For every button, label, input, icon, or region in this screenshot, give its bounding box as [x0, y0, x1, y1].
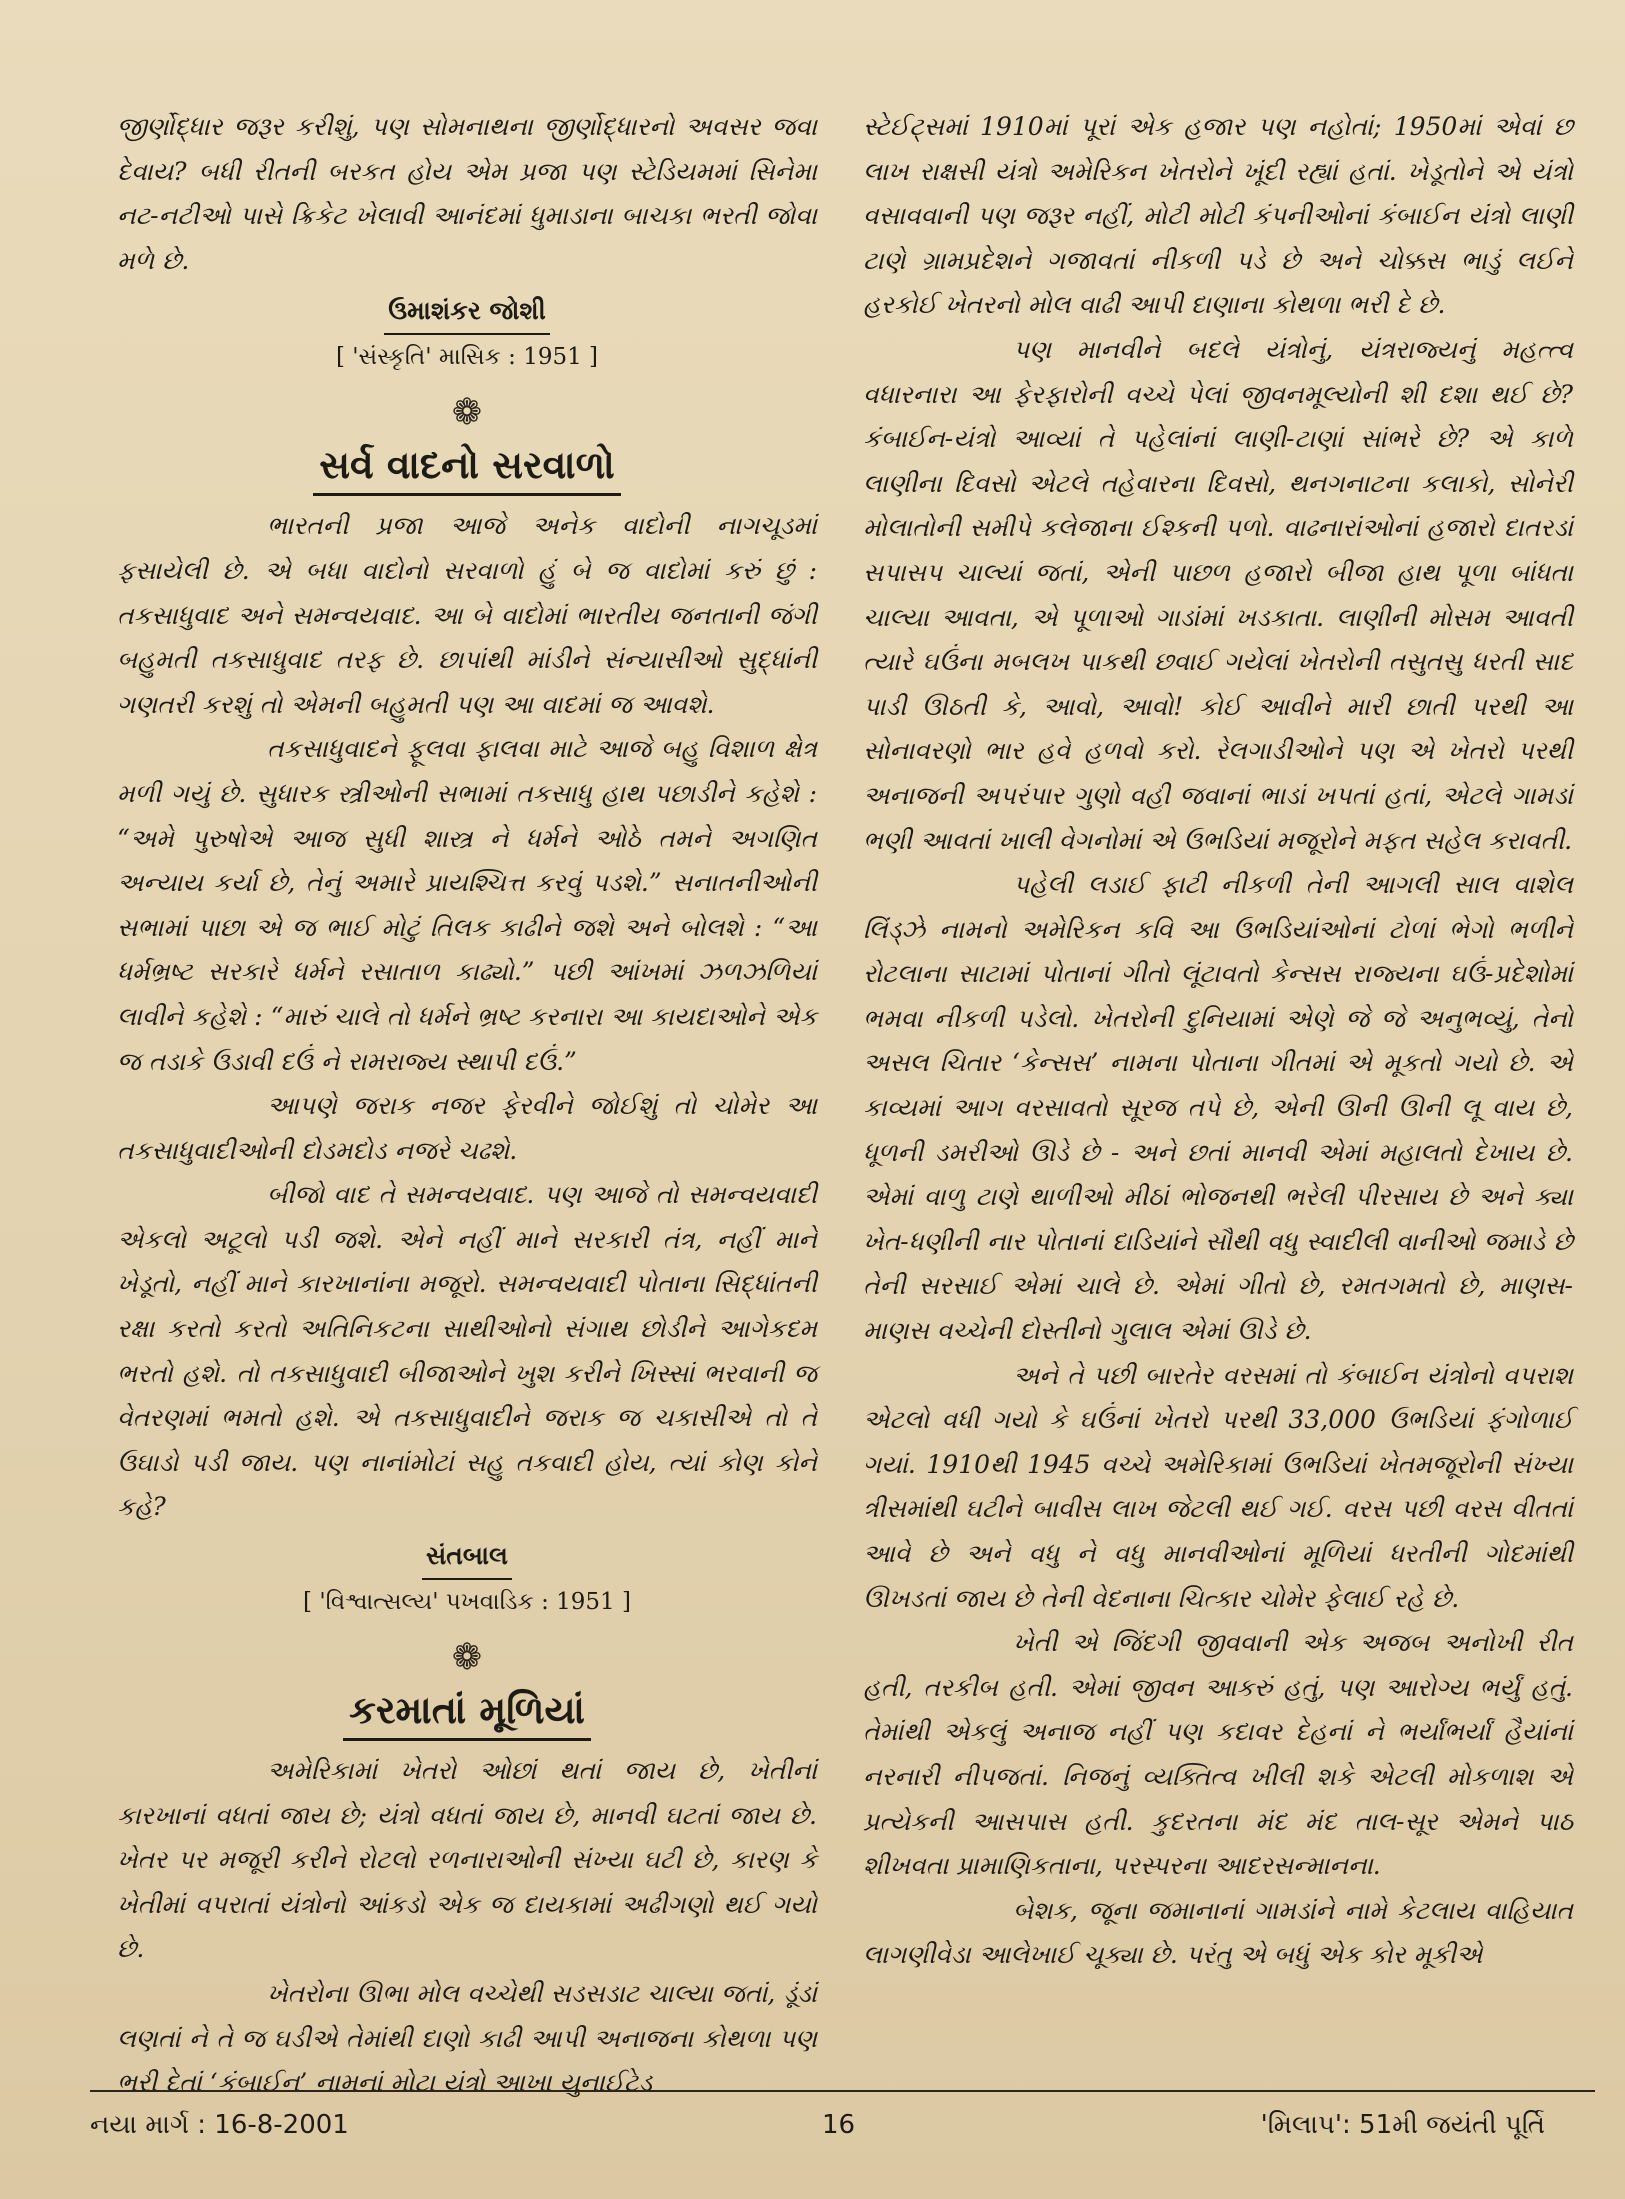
section-heading: સર્વ વાદનો સરવાળો	[117, 437, 817, 496]
author-name: સંતબાલ	[422, 1534, 512, 1580]
paragraph: પણ માનવીને બદલે યંત્રોનું, યંત્રરાજ્યનું મહત્ત્વ વધારનારા આ ફેરફારોની વચ્ચે પેલાં જીવનમૂલ્યોની શી દશા થઈ છે? કંબાઈન-યંત્રો આવ્યાં તે પહેલાંનાં લાણી-ટાણાં સાંભરે છે? એ કાળે લાણીના દિવસો એટલે તહેવારના દિવસો, થનગનાટના કલાકો, સોનેરી મોલાતોની સમીપે કલેજાના ઈશ્કની પળો. વાઢનારાંઓનાં હજારો દાતરડાં સપાસપ ચાલ્યાં જતાં, એની પાછળ હજારો બીજા હાથ પૂળા બાંધતા ચાલ્યા આવતા, એ પૂળાઓ ગાડાંમાં ખડકાતા. લાણીની મોસમ આવતી ત્યારે ઘઉંના મબલખ પાકથી છવાઈ ગયેલાં ખેતરોની તસુતસુ ધરતી સાદ પાડી ઊઠતી કે, આવો, આવો! કોઈ આવીને મારી છાતી પરથી આ સોનાવરણો ભાર હવે હળવો કરો. રેલગાડીઓને પણ એ ખેતરો પરથી અનાજની અપરંપાર ગુણો વહી જવાનાં ભાડાં ખપતાં હતાં, એટલે ગામડાં ભણી આવતાં ખાલી વેગનોમાં એ ઉભડિયાં મજૂરોને મફત સહેલ કરાવતી.	[863, 334, 1573, 855]
paragraph: બેશક, જૂના જમાનાનાં ગામડાંને નામે કેટલાય વાહિયાત લાગણીવેડા આલેખાઈ ચૂક્યા છે. પરંતુ એ બધું એક કોર મૂકીએ	[863, 1895, 1573, 1970]
right-column	[863, 105, 1573, 1978]
paragraph: ખેતરોના ઊભા મોલ વચ્ચેથી સડસડાટ ચાલ્યા જતાં, ડૂંડાં લણતાં ને તે જ ઘડીએ તેમાંથી દાણો કાઢી આપી અનાજના કોથળા પણ ભરી દેતાં ‘કંબાઈન’ નામનાં મોટા યંત્રો આખા યુનાઈટેડ	[117, 1979, 817, 2098]
footer-supplement: 'મિલાપ': 51મી જયંતી પૂર્તિ	[1260, 2110, 1545, 2140]
intro-paragraph: જીર્ણોદ્ધાર જરૂર કરીશું, પણ સોમનાથના જીર્ણોદ્ધારનો અવસર જવા દેવાય? બધી રીતની બરકત હોય એમ પ્રજા પણ સ્ટેડિયમમાં સિનેમા નટ-નટીઓ પાસે ક્રિકેટ ખેલાવી આનંદમાં ધુમાડાના બાચકા ભરતી જોવા મળે છે.	[117, 112, 817, 275]
paragraph: આપણે જરાક નજર ફેરવીને જોઈશું તો ચોમેર આ તકસાધુવાદીઓની દોડમદોડ નજરે ચઢશે.	[117, 1091, 817, 1165]
page-number: 16	[822, 2110, 856, 2140]
paragraph: ખેતી એ જિંદગી જીવવાની એક અજબ અનોખી રીત હતી, તરકીબ હતી. એમાં જીવન આકરું હતું, પણ આરોગ્ય ભર્યું હતું. તેમાંથી એકલું અનાજ નહીં પણ કદાવર દેહનાં ને ભર્યાંભર્યાં હૈયાંનાં નરનારી નીપજતાં. નિજનું વ્યક્તિત્વ ખીલી શકે એટલી મોકળાશ એ પ્રત્યેકની આસપાસ હતી. કુદરતના મંદ મંદ તાલ-સૂર એમને પાઠ શીખવતા પ્રામાણિકતાના, પરસ્પરના આદરસન્માનના.	[863, 1628, 1573, 1881]
source-citation: [ 'વિશ્વાત્સલ્ય' પખવાડિક : 1951 ]	[303, 1589, 631, 1616]
signature-block	[117, 289, 817, 379]
left-column	[117, 105, 817, 2106]
section-heading: કરમાતાં મૂળિયાં	[117, 1682, 817, 1741]
ornament-icon: ❁	[451, 392, 483, 434]
source-citation: [ 'સંસ્કૃતિ' માસિક : 1951 ]	[335, 344, 599, 371]
paragraph: અમેરિકામાં ખેતરો ઓછાં થતાં જાય છે, ખેતીનાં કારખાનાં વધતાં જાય છે; યંત્રો વધતાં જાય છે, માનવી ઘટતાં જાય છે. ખેતર પર મજૂરી કરીને રોટલો રળનારાઓની સંખ્યા ઘટી છે, કારણ કે ખેતીમાં વપરાતાં યંત્રોનો આંકડો એક જ દાયકામાં અઢીગણો થઈ ગયો છે.	[117, 1756, 817, 1964]
paragraph: અને તે પછી બારતેર વરસમાં તો કંબાઈન યંત્રોનો વપરાશ એટલો વધી ગયો કે ઘઉંનાં ખેતરો પરથી 33,000 ઉભડિયાં ફંગોળાઈ ગયાં. 1910થી 1945 વચ્ચે અમેરિકામાં ઉભડિયાં ખેતમજૂરોની સંખ્યા ત્રીસમાંથી ઘટીને બાવીસ લાખ જેટલી થઈ ગઈ. વરસ પછી વરસ વીતતાં આવે છે અને વધુ ને વધુ માનવીઓનાં મૂળિયાં ધરતીની ગોદમાંથી ઊખડતાં જાય છે તેની વેદનાના ચિત્કાર ચોમેર ફેલાઈ રહે છે.	[863, 1360, 1573, 1613]
paragraph: બીજો વાદ તે સમન્વયવાદ. પણ આજે તો સમન્વયવાદી એકલો અટૂલો પડી જશે. એને નહીં માને સરકારી તંત્ર, નહીં માને ખેડૂતો, નહીં માને કારખાનાંના મજૂરો. સમન્વયવાદી પોતાના સિદ્ધાંતની રક્ષા કરતો કરતો અતિનિકટના સાથીઓનો સંગાથ છોડીને આગેકદમ ભરતો હશે. તો તકસાધુવાદી બીજાઓને ખુશ કરીને ખિસ્સાં ભરવાની જ વેતરણમાં ભમતો હશે. એ તકસાધુવાદીને જરાક જ ચકાસીએ તો તે ઉઘાડો પડી જાય. પણ નાનાંમોટાં સહુ તકવાદી હોય, ત્યાં કોણ કોને કહે?	[117, 1180, 817, 1522]
footer-publication: નયા માર્ગ : 16-8-2001	[90, 2110, 349, 2140]
signature-block	[117, 1534, 817, 1624]
ornament-icon: ❁	[451, 1637, 483, 1679]
paragraph: સ્ટેઈટ્સમાં 1910માં પૂરાં એક હજાર પણ નહોતાં; 1950માં એવાં છ લાખ રાક્ષસી યંત્રો અમેરિકન ખેતરોને ખૂંદી રહ્યાં હતાં. ખેડૂતોને એ યંત્રો વસાવવાની પણ જરૂર નહીં, મોટી મોટી કંપનીઓનાં કંબાઈન યંત્રો લાણી ટાણે ગ્રામપ્રદેશને ગજાવતાં નીકળી પડે છે અને ચોક્કસ ભાડું લઈને હરકોઈ ખેતરનો મોલ વાઢી આપી દાણાના કોથળા ભરી દે છે.	[863, 112, 1573, 320]
paragraph: તકસાધુવાદને ફૂલવા ફાલવા માટે આજે બહુ વિશાળ ક્ષેત્ર મળી ગયું છે. સુધારક સ્ત્રીઓની સભામાં તકસાધુ હાથ પછાડીને કહેશે : “અમે પુરુષોએ આજ સુધી શાસ્ત્ર ને ધર્મને ઓઠે તમને અગણિત અન્યાય કર્યા છે, તેનું અમારે પ્રાયશ્ચિત્ત કરવું પડશે.” સનાતનીઓની સભામાં પાછા એ જ ભાઈ મોટું તિલક કાઢીને જશે અને બોલશે : “આ ધર્મભ્રષ્ટ સરકારે ધર્મને રસાતાળ કાઢ્યો.” પછી આંખમાં ઝળઝળિયાં લાવીને કહેશે : “મારું ચાલે તો ધર્મને ભ્રષ્ટ કરનારા આ કાયદાઓને એક જ તડાકે ઉડાવી દઉં ને રામરાજ્ય સ્થાપી દઉં.”	[117, 734, 817, 1076]
author-name: ઉમાશંકર જોશી	[384, 289, 550, 335]
page-footer	[90, 2090, 1595, 2152]
paragraph: ભારતની પ્રજા આજે અનેક વાદોની નાગચૂડમાં ફસાયેલી છે. એ બધા વાદોનો સરવાળો હું બે જ વાદોમાં કરું છું : તકસાધુવાદ અને સમન્વયવાદ. આ બે વાદોમાં ભારતીય જનતાની જંગી બહુમતી તકસાધુવાદ તરફ છે. છાપાંથી માંડીને સંન્યાસીઓ સુદ્ધાંની ગણતરી કરશું તો એમની બહુમતી પણ આ વાદમાં જ આવશે.	[117, 511, 817, 719]
paragraph: પહેલી લડાઈ ફાટી નીકળી તેની આગલી સાલ વાશેલ લિંડ્ઝે નામનો અમેરિકન કવિ આ ઉભડિયાંઓનાં ટોળાં ભેગો ભળીને રોટલાના સાટામાં પોતાનાં ગીતો લૂંટાવતો કેન્સસ રાજ્યના ઘઉં-પ્રદેશોમાં ભમવા નીકળી પડેલો. ખેતરોની દુનિયામાં એણે જે જે અનુભવ્યું, તેનો અસલ ચિતાર ‘કેન્સસ’ નામના પોતાના ગીતમાં એ મૂકતો ગયો છે. એ કાવ્યમાં આગ વરસાવતો સૂરજ તપે છે, એની ઊની ઊની લૂ વાય છે, ધૂળની ડમરીઓ ઊડે છે - અને છતાં માનવી એમાં મહાલતો દેખાય છે. એમાં વાળુ ટાણે થાળીઓ મીઠાં ભોજનથી ભરેલી પીરસાય છે અને ક્યા ખેત-ધણીની નાર પોતાનાં દાડિયાંને સૌથી વધુ સ્વાદીલી વાનીઓ જમાડે છે તેની સરસાઈ એમાં ચાલે છે. એમાં ગીતો છે, રમતગમતો છે, માણસ-માણસ વચ્ચેની દોસ્તીનો ગુલાલ એમાં ઊડે છે.	[863, 870, 1573, 1346]
